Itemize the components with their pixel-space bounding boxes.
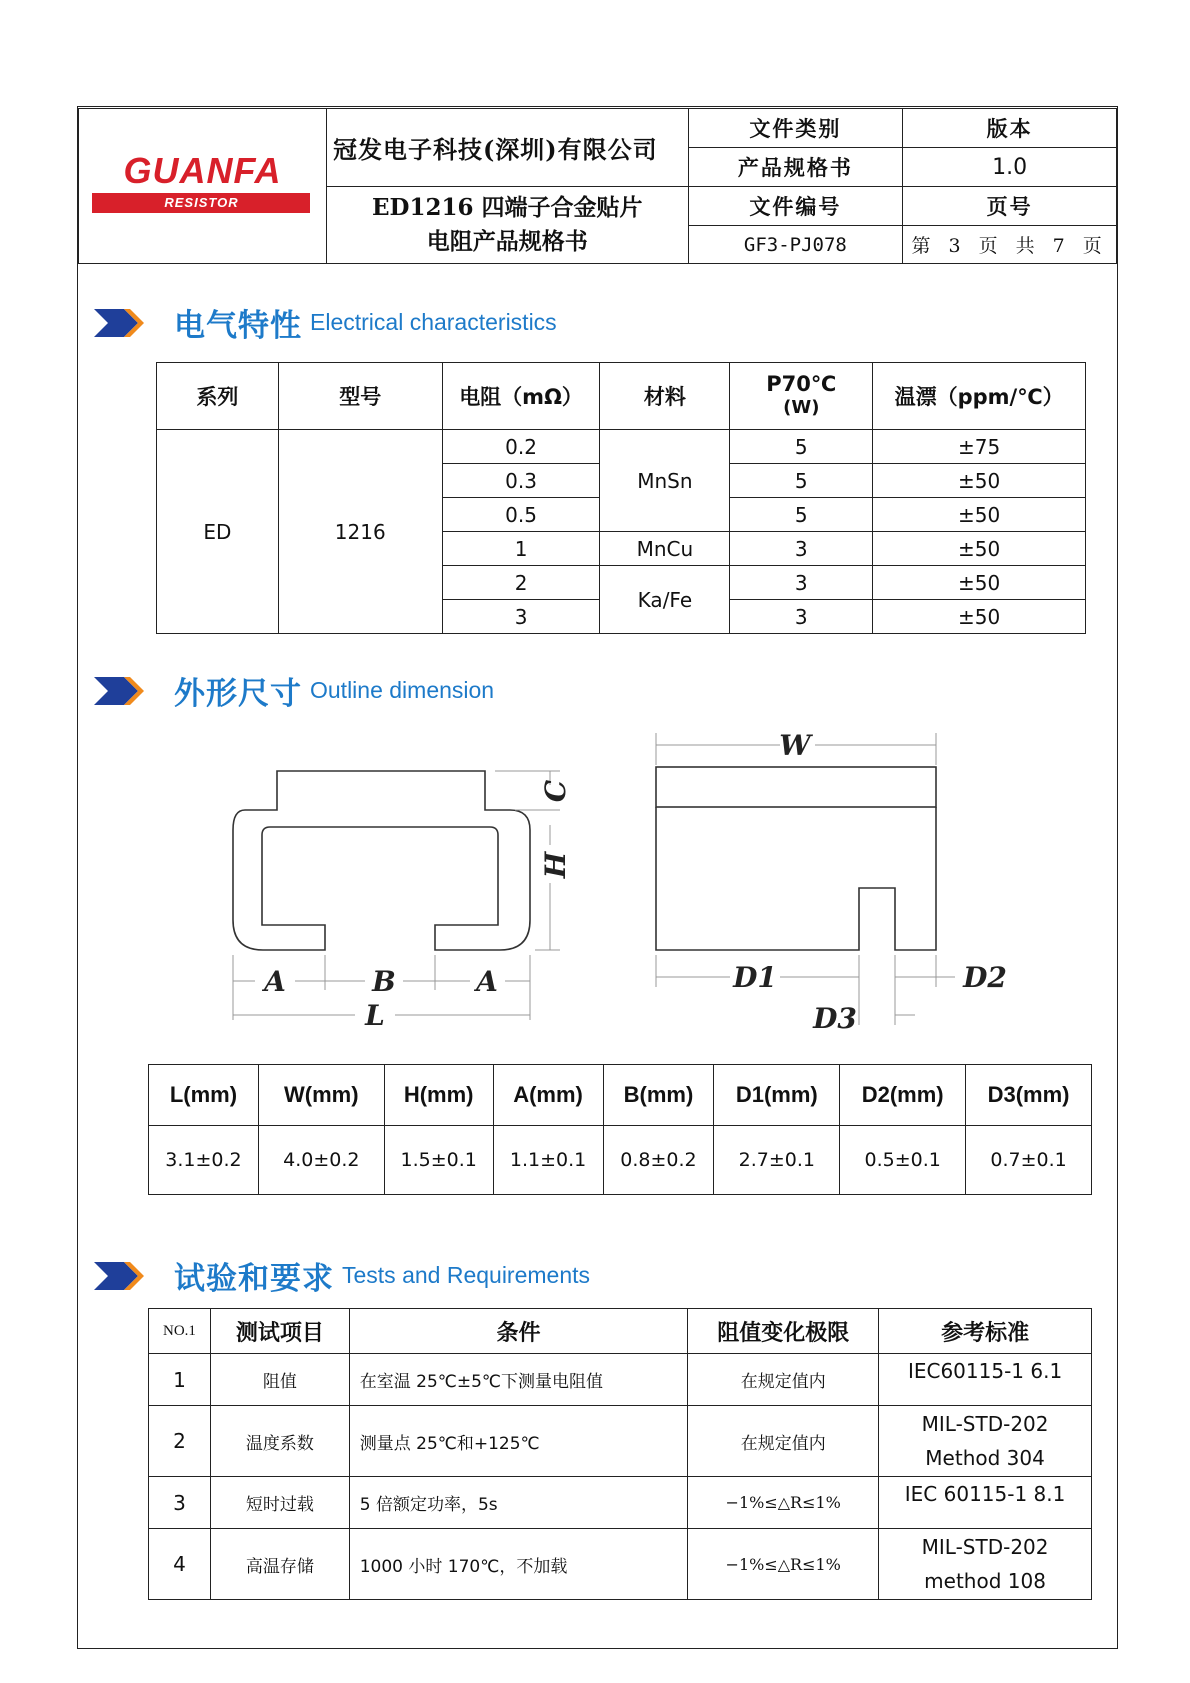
- col-D2: D2(mm): [840, 1065, 966, 1126]
- dimensions-table: [148, 1064, 1092, 1195]
- col-power: [730, 363, 873, 430]
- test-item: 温度系数: [210, 1406, 349, 1477]
- table-row: [149, 1406, 1092, 1477]
- logo-subtitle: RESISTOR: [92, 193, 310, 213]
- material-cell: MnCu: [600, 532, 730, 566]
- section-title-en: Outline dimension: [310, 677, 495, 703]
- label-A-left: A: [264, 965, 286, 998]
- resistance-cell: 1: [442, 532, 600, 566]
- test-item: 高温存储: [210, 1529, 349, 1600]
- label-D1: D1: [733, 961, 777, 994]
- logo-cell: [79, 109, 327, 264]
- guanfa-logo: [92, 146, 312, 226]
- col-model: 型号: [278, 363, 442, 430]
- version-value: 1.0: [903, 148, 1117, 187]
- section-arrow-icon: [94, 309, 144, 337]
- outline-diagram: [215, 725, 1015, 1035]
- row-number: 2: [149, 1406, 211, 1477]
- tcr-cell: ±75: [873, 430, 1086, 464]
- value-B: 0.8±0.2: [603, 1126, 714, 1195]
- side-view-drawing: [233, 771, 530, 950]
- version-label: 版本: [903, 109, 1117, 148]
- col-W: W(mm): [258, 1065, 384, 1126]
- label-C: C: [539, 779, 572, 803]
- test-limit: −1%≤△R≤1%: [688, 1529, 879, 1600]
- standard-line-1: MIL-STD-202: [921, 1412, 1049, 1436]
- row-number: 1: [149, 1354, 211, 1406]
- col-resistance: 电阻（mΩ）: [442, 363, 600, 430]
- power-cell: 5: [730, 498, 873, 532]
- standard-line-2: Method 304: [925, 1446, 1045, 1470]
- value-W: 4.0±0.2: [258, 1126, 384, 1195]
- test-limit: −1%≤△R≤1%: [688, 1477, 879, 1529]
- test-standard: IEC 60115-1 8.1: [879, 1477, 1092, 1529]
- section-arrow-icon: [94, 677, 144, 705]
- power-cell: 5: [730, 430, 873, 464]
- resistance-cell: 3: [442, 600, 600, 634]
- section-electrical-title: [94, 300, 557, 345]
- resistance-cell: 0.2: [442, 430, 600, 464]
- label-B: B: [372, 965, 396, 998]
- front-view-drawing: [656, 767, 936, 950]
- value-D3: 0.7±0.1: [966, 1126, 1092, 1195]
- label-A-right: A: [476, 965, 498, 998]
- col-tcr: 温漂（ppm/℃）: [873, 363, 1086, 430]
- section-title-zh: 试验和要求: [174, 1261, 334, 1297]
- model-cell: 1216: [278, 430, 442, 634]
- tcr-cell: ±50: [873, 532, 1086, 566]
- tcr-cell: ±50: [873, 566, 1086, 600]
- table-row: [149, 1477, 1092, 1529]
- value-D2: 0.5±0.1: [840, 1126, 966, 1195]
- col-condition: 条件: [349, 1309, 688, 1354]
- test-standard: [879, 1529, 1092, 1600]
- power-cell: 3: [730, 600, 873, 634]
- electrical-table: [156, 362, 1086, 634]
- value-H: 1.5±0.1: [384, 1126, 493, 1195]
- test-item: 短时过载: [210, 1477, 349, 1529]
- tcr-cell: ±50: [873, 600, 1086, 634]
- standard-line-2: method 108: [924, 1569, 1046, 1593]
- page-number: 第 3 页 共 7 页: [903, 226, 1117, 264]
- col-limit: 阻值变化极限: [688, 1309, 879, 1354]
- section-outline-title: [94, 668, 494, 713]
- resistance-cell: 0.3: [442, 464, 600, 498]
- test-condition: 1000 小时 170℃，不加载: [349, 1529, 688, 1600]
- col-B: B(mm): [603, 1065, 714, 1126]
- label-D3: D3: [813, 1002, 857, 1035]
- test-standard: IEC60115-1 6.1: [879, 1354, 1092, 1406]
- col-power-line1: P70℃: [766, 372, 837, 396]
- doc-type-value: 产品规格书: [688, 148, 903, 187]
- tcr-cell: ±50: [873, 498, 1086, 532]
- section-arrow-icon: [94, 1262, 144, 1290]
- value-A: 1.1±0.1: [493, 1126, 603, 1195]
- page-label: 页号: [903, 187, 1117, 226]
- table-row: [149, 1529, 1092, 1600]
- section-tests-title: [94, 1253, 590, 1298]
- test-limit: 在规定值内: [688, 1354, 879, 1406]
- doc-no-label: 文件编号: [688, 187, 903, 226]
- label-L: L: [365, 999, 385, 1032]
- col-D3: D3(mm): [966, 1065, 1092, 1126]
- col-H: H(mm): [384, 1065, 493, 1126]
- row-number: 4: [149, 1529, 211, 1600]
- power-cell: 3: [730, 566, 873, 600]
- label-H: H: [539, 851, 572, 879]
- test-condition: 5 倍额定功率，5s: [349, 1477, 688, 1529]
- title-line-1: ED1216 四端子合金贴片: [371, 194, 643, 221]
- value-D1: 2.7±0.1: [714, 1126, 840, 1195]
- section-title-en: Tests and Requirements: [342, 1262, 591, 1288]
- col-power-line2: (W): [783, 397, 820, 418]
- material-cell: Ka/Fe: [600, 566, 730, 634]
- value-L: 3.1±0.2: [149, 1126, 259, 1195]
- test-item: 阻值: [210, 1354, 349, 1406]
- col-no: NO.1: [149, 1309, 211, 1354]
- test-standard: [879, 1406, 1092, 1477]
- power-cell: 5: [730, 464, 873, 498]
- series-cell: ED: [157, 430, 279, 634]
- test-condition: 测量点 25℃和+125℃: [349, 1406, 688, 1477]
- col-D1: D1(mm): [714, 1065, 840, 1126]
- logo-wordmark: GUANFA: [123, 150, 282, 191]
- col-standard: 参考标准: [879, 1309, 1092, 1354]
- label-W: W: [779, 729, 811, 762]
- doc-type-label: 文件类别: [688, 109, 903, 148]
- standard-line-1: MIL-STD-202: [921, 1535, 1049, 1559]
- resistance-cell: 0.5: [442, 498, 600, 532]
- col-A: A(mm): [493, 1065, 603, 1126]
- table-row: [157, 430, 1086, 464]
- row-number: 3: [149, 1477, 211, 1529]
- label-D2: D2: [963, 961, 1007, 994]
- col-test-item: 测试项目: [210, 1309, 349, 1354]
- material-cell: MnSn: [600, 430, 730, 532]
- test-limit: 在规定值内: [688, 1406, 879, 1477]
- power-cell: 3: [730, 532, 873, 566]
- table-row: [149, 1126, 1092, 1195]
- col-material: 材料: [600, 363, 730, 430]
- company-name: 冠发电子科技(深圳)有限公司: [326, 109, 688, 187]
- resistance-cell: 2: [442, 566, 600, 600]
- front-dimension-lines: [656, 733, 955, 1025]
- tests-table: [148, 1308, 1092, 1600]
- section-title-zh: 外形尺寸: [174, 676, 302, 712]
- doc-no-value: GF3-PJ078: [688, 226, 903, 264]
- tcr-cell: ±50: [873, 464, 1086, 498]
- document-header: [78, 108, 1117, 264]
- document-title: [326, 187, 688, 264]
- section-title-en: Electrical characteristics: [310, 309, 557, 335]
- table-row: [149, 1354, 1092, 1406]
- section-title-zh: 电气特性: [174, 308, 302, 344]
- title-line-2: 电阻产品规格书: [426, 228, 588, 255]
- col-L: L(mm): [149, 1065, 259, 1126]
- test-condition: 在室温 25℃±5℃下测量电阻值: [349, 1354, 688, 1406]
- col-series: 系列: [157, 363, 279, 430]
